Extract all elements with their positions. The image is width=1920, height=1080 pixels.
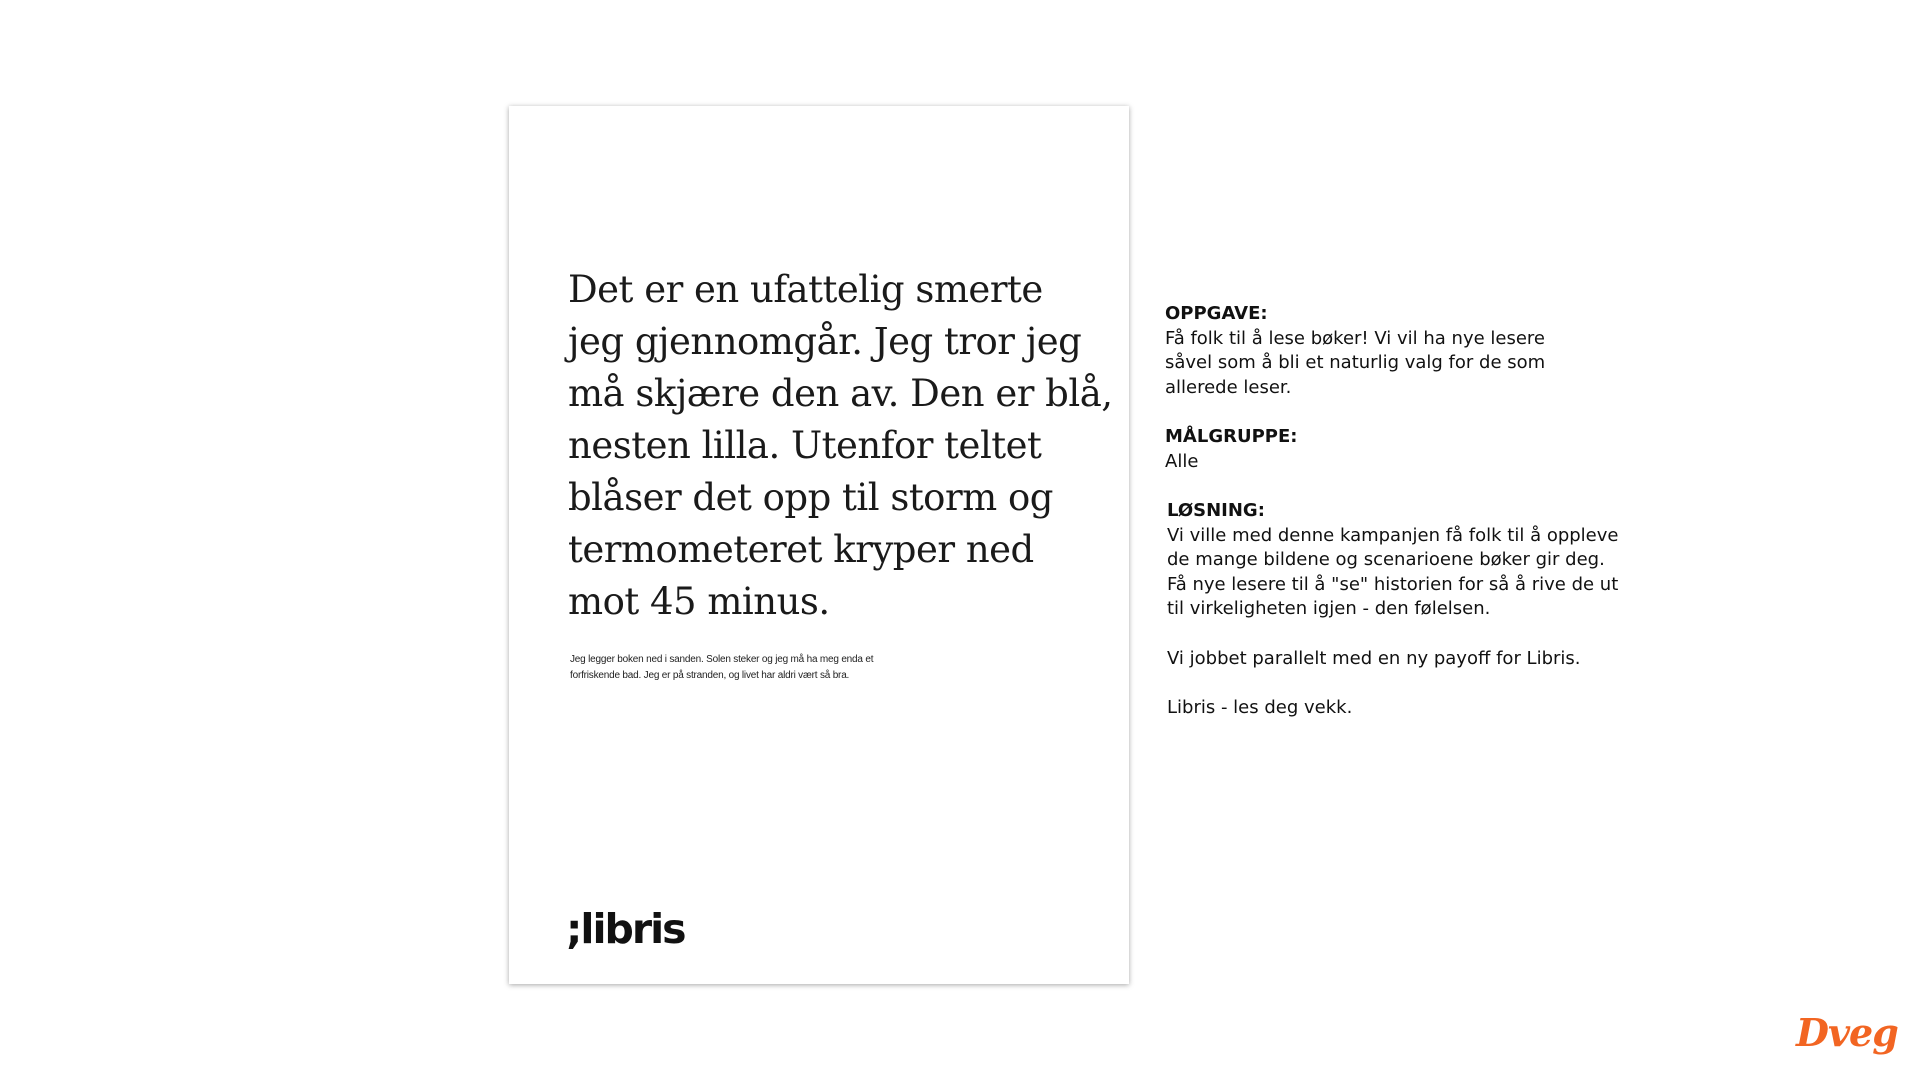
headline-line: nesten lilla. Utenfor teltet	[568, 424, 1042, 467]
brief-audience-section	[1165, 425, 1665, 474]
brief-solution-line: til virkeligheten igjen - den følelsen.	[1167, 598, 1491, 619]
poster-body-copy	[570, 652, 970, 684]
brief-solution-payoff: Libris - les deg vekk.	[1167, 697, 1353, 718]
brief-task-line: Få folk til å lese bøker! Vi vil ha nye lesere	[1165, 327, 1546, 349]
headline-line: termometeret kryper ned	[568, 528, 1034, 571]
brief-solution-line: Få nye lesere til å "se" historien for så å rive de ut	[1167, 573, 1619, 595]
headline-line: må skjære den av. Den er blå,	[568, 372, 1113, 415]
headline-line: jeg gjennomgår. Jeg tror jeg	[568, 320, 1082, 363]
poster-headline	[568, 264, 1113, 628]
brief-solution-payoff-note: Vi jobbet parallelt med en ny payoff for Libris.	[1167, 647, 1581, 669]
brief-task-line: såvel som å bli et naturlig valg for de som	[1165, 352, 1546, 373]
brief-solution-line: de mange bildene og scenarioene bøker gir deg.	[1167, 549, 1605, 570]
headline-line: blåser det opp til storm og	[568, 476, 1053, 519]
ad-poster	[509, 106, 1129, 984]
headline-line: mot 45 minus.	[568, 580, 830, 623]
agency-logo: Dveg	[1796, 1010, 1898, 1055]
brief-task-line: allerede leser.	[1165, 376, 1292, 398]
body-line: forfriskende bad. Jeg er på stranden, og livet har aldri vært så bra.	[570, 670, 850, 681]
libris-logo: ;libris	[566, 905, 685, 953]
headline-line: Det er en ufattelig smerte	[568, 268, 1043, 311]
campaign-brief	[1165, 302, 1665, 721]
body-line: Jeg legger boken ned i sanden. Solen steker og jeg må ha meg enda et	[570, 654, 874, 665]
brief-solution-section	[1167, 499, 1665, 721]
brief-solution-heading: LØSNING:	[1167, 500, 1265, 521]
brief-task-section	[1165, 302, 1665, 400]
brief-audience-line: Alle	[1165, 450, 1199, 472]
brief-task-heading: OPPGAVE:	[1165, 303, 1268, 324]
brief-audience-heading: MÅLGRUPPE:	[1165, 426, 1298, 447]
brief-solution-line: Vi ville med denne kampanjen få folk til å oppleve	[1167, 524, 1619, 546]
